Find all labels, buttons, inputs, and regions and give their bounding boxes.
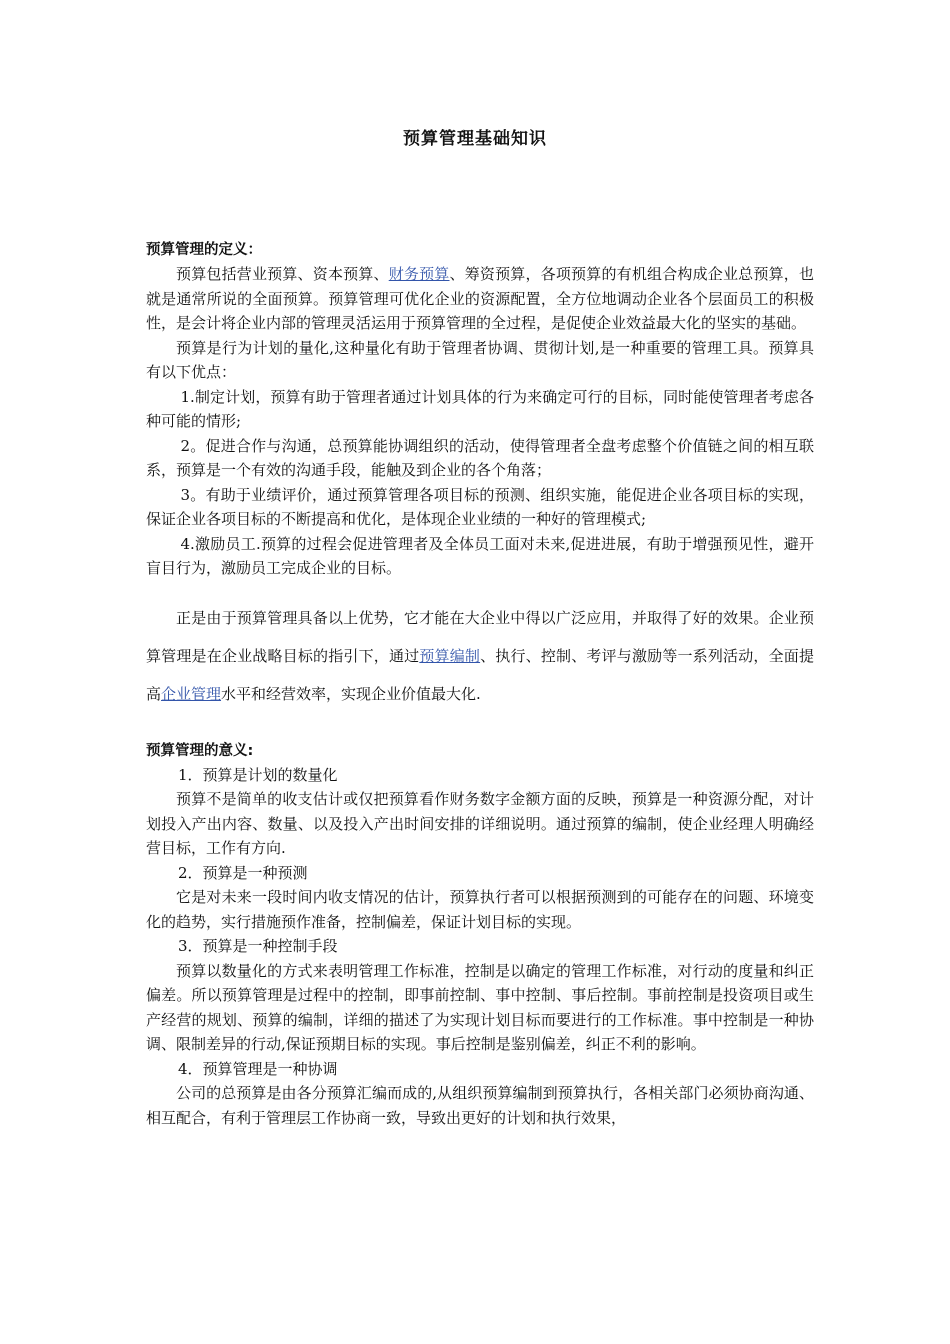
significance-body-2: 它是对未来一段时间内收支情况的估计，预算执行者可以根据预测到的可能存在的问题、环境变化的趋势，实行措施预作准备，控制偏差，保证计划目标的实现。 bbox=[146, 888, 814, 931]
significance-body-3: 预算以数量化的方式来表明管理工作标准，控制是以确定的管理工作标准，对行动的度量和纠正偏差。所以预算管理是过程中的控制，即事前控制、事中控制、事后控制。事前控制是投资项目或生产经营的规划、预算的编制，详细的描述了为实现计划目标而要进行的工作标准。事中控制是一种协调、限制差异的行动,保证预期目标的实现。事后控制是鉴别偏差，纠正不利的影响。 bbox=[146, 961, 814, 1053]
section-heading-significance: 预算管理的意义: bbox=[146, 742, 254, 759]
summary-paragraph bbox=[146, 599, 814, 713]
text-run: 正是由于预算管理具备以上优势，它才能在大企业中得以广泛应用，并取得了好的效果。企业预算管理是在企业战略目标的指引下，通过 bbox=[146, 608, 814, 665]
definition-paragraph-1 bbox=[146, 262, 814, 336]
text-run: 、执行、控制、考评与激励等一系列活动，全面提高 bbox=[146, 646, 814, 703]
significance-heading-4: 4．预算管理是一种协调 bbox=[178, 1059, 338, 1078]
link-financial-budget[interactable]: 财务预算 bbox=[388, 265, 450, 283]
link-budget-preparation[interactable]: 预算编制 bbox=[419, 646, 481, 665]
advantage-item-2: 2。促进合作与沟通，总预算能协调组织的活动，使得管理者全盘考虑整个价值链之间的相互联系，预算是一个有效的沟通手段，能触及到企业的各个角落； bbox=[146, 436, 814, 479]
significance-heading-2: 2．预算是一种预测 bbox=[178, 863, 308, 882]
section-spacer bbox=[146, 713, 814, 739]
advantage-item-4: 4.激励员工.预算的过程会促进管理者及全体员工面对未来,促进进展，有助于增强预见性，避开盲目行为，激励员工完成企业的目标。 bbox=[146, 534, 814, 577]
text-run: 预算包括营业预算、资本预算、 bbox=[176, 265, 389, 283]
advantage-item-1: 1.制定计划，预算有助于管理者通过计划具体的行为来确定可行的目标，同时能使管理者考虑各种可能的情形; bbox=[146, 387, 814, 430]
text-run: 水平和经营效率，实现企业价值最大化. bbox=[221, 684, 481, 703]
document-body bbox=[146, 238, 814, 1130]
link-enterprise-management[interactable]: 企业管理 bbox=[161, 684, 222, 703]
section-heading-definition: 预算管理的定义： bbox=[146, 242, 262, 258]
advantage-item-3: 3。有助于业绩评价，通过预算管理各项目标的预测、组织实施，能促进企业各项目标的实现，保证企业各项目标的不断提高和优化，是体现企业业绩的一种好的管理模式; bbox=[146, 485, 814, 528]
document-title: 预算管理基础知识 bbox=[403, 129, 547, 149]
significance-heading-3: 3．预算是一种控制手段 bbox=[178, 937, 338, 955]
significance-body-1: 预算不是简单的收支估计或仅把预算看作财务数字金额方面的反映，预算是一种资源分配，对计划投入产出内容、数量、以及投入产出时间安排的详细说明。通过预算的编制，使企业经理人明确经营目标，工作有方向. bbox=[146, 790, 814, 857]
definition-paragraph-2: 预算是行为计划的量化,这种量化有助于管理者协调、贯彻计划,是一种重要的管理工具。预算具有以下优点： bbox=[146, 338, 814, 381]
significance-body-4: 公司的总预算是由各分预算汇编而成的,从组织预算编制到预算执行，各相关部门必须协商沟通、相互配合，有利于管理层工作协商一致，导致出更好的计划和执行效果， bbox=[146, 1084, 814, 1127]
text-run: 、筹资预算，各项预算的有机组合构成企业总预算，也就是通常所说的全面预算。预算管理可优化企业的资源配置，全方位地调动企业各个层面员工的积极性，是会计将企业内部的管理灵活运用于预算管理的全过程，是促使企业效益最大化的坚实的基础。 bbox=[146, 265, 814, 332]
significance-heading-1: 1．预算是计划的数量化 bbox=[178, 765, 338, 784]
